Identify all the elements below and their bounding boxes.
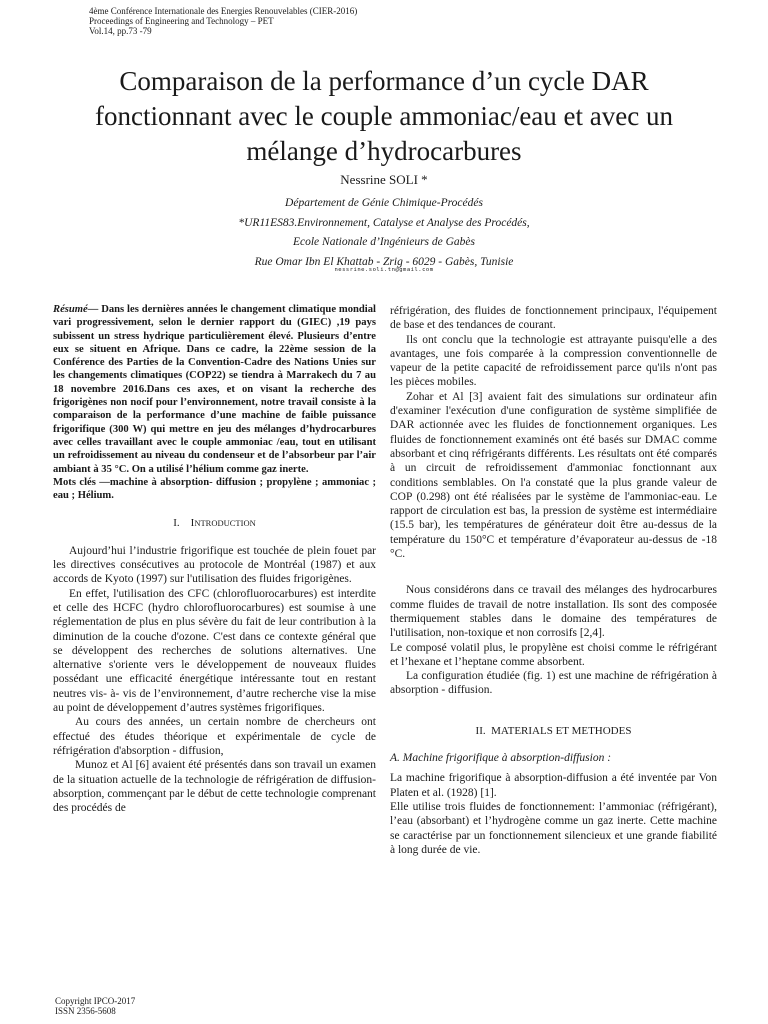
intro-paragraph-4-continued: réfrigération, des fluides de fonctionnement principaux, l'équipement de base et des tendances de courant. — [390, 305, 717, 332]
intro-paragraph-9: La configuration étudiée (fig. 1) est une machine de réfrigération à absorption - diffusion. — [390, 670, 717, 697]
methods-paragraph-2: Elle utilise trois fluides de fonctionnement: l’ammoniac (réfrigérant), l’eau (absorbant) et l’hydrogène comme un gaz inerte. Cette machine se caractérise par un fonctionnement silencieux et une grande fiabilité à long durée de vie. — [390, 800, 717, 856]
affiliation-unit: *UR11ES83.Environnement, Catalyse et Analyse des Procédés, — [238, 216, 530, 229]
section-heading-introduction: I. INTRODUCTION — [173, 517, 256, 530]
title-line-2: fonctionnant avec le couple ammoniac/eau et avec un — [95, 101, 673, 131]
abstract — [53, 303, 376, 476]
section-heading-methods: II. MATERIALS ET METHODES — [475, 724, 632, 737]
footer-copyright: Copyright IPCO-2017 — [55, 996, 136, 1006]
header-proceedings: Proceedings of Engineering and Technology – PET — [89, 16, 274, 26]
abstract-label: Résumé— — [53, 304, 99, 315]
author-affiliation — [0, 194, 768, 272]
intro-paragraph-3: Au cours des années, un certain nombre de chercheurs ont effectué des études théorique et expérimentale de cycle de réfrigération d'absorption - diffusion, — [53, 716, 376, 757]
paper-title — [20, 64, 748, 169]
left-column — [53, 303, 376, 815]
footer-issn: ISSN 2356-5608 — [55, 1006, 116, 1016]
subsection-heading-a: A. Machine frigorifique à absorption-diffusion : — [390, 752, 612, 765]
affiliation-school: Ecole Nationale d’Ingénieurs de Gabès — [292, 236, 476, 248]
intro-paragraph-4: Munoz et Al [6] avaient été présentés dans son travail un examen de la situation actuelle de la technologie de réfrigération de diffusion-absorption, commençant par le début de cette technologie comprenant des procédés de — [53, 759, 376, 815]
abstract-text: Dans les dernières années le changement climatique mondial vari progressivement, selon le dernier rapport du (GIEC) ,19 pays subissent un stress hydrique particulièrement élevé. Plusieurs d’entre eux se situent en Afrique. Dans ce cadre, la 22ème session de la Conférence des Parties de la Convention-Cadre des Nations Unies sur les changements climatiques (COP22) se tiendra à Marrakech du 7 au 18 novembre 2016.Dans ces axes, et on visant la recherche des frigorigènes non nocif pour l’environnement, notre travail consiste à la comparaison de la performance d’une machine de faible puissance frigorifique (300 W) qui mettre en jeu des mélanges d’hydrocarbures avec celles travaillant avec le couple ammoniac /eau, tout en utilisant un refroidissement au niveau du condenseur et de l’absorbeur par l’air ambiant à 35 °C. On a utilisé l’hélium comme gaz inerte. — [53, 304, 376, 475]
copyright-footer — [55, 996, 135, 1016]
methods-paragraph-1: La machine frigorifique à absorption-diffusion a été inventée par Von Platen et al. (1928) [1]. — [390, 772, 717, 799]
intro-paragraph-1: Aujourd’hui l’industrie frigorifique est touchée de plein fouet par les directives consécutives au protocole de Montréal (1987) et aux accords de Kyoto (1997) sur l'utilisation des fluides frigorigènes. — [53, 544, 376, 586]
conference-header — [89, 6, 357, 36]
intro-paragraph-5: Ils ont conclu que la technologie est attrayante puisqu'elle a des avantages, une fois comparée à la compression conventionnelle de vapeur de la petite capacité de refroidissement parce qu'ils n'ont pas les pièces mobiles. — [390, 333, 717, 389]
intro-paragraph-8: Le composé volatil plus, le propylène est choisi comme le réfrigérant et l’hexane et l’heptane comme absorbent. — [390, 641, 717, 668]
intro-paragraph-6: Zohar et Al [3] avaient fait des simulations sur ordinateur afin d'examiner l'exécution d'une configuration de système simplifiée de DAR actionnée avec les fluides de fonctionnement organiques. Les fluides de fonctionnement examinés ont été basés sur DMAC comme absorbant et cinq réfrigérants différents. Les résultats ont été comparés à un circuit de refroidissement d'ammoniac fonctionnant aux conditions semblables. On l'a constaté que la plus grande valeur de COP (0.298) ont été réalisées par le système de l'ammoniac-eau. Le rapport de circulation est bas, la pression de système est intermédiaire (15.5 bar), les températures de générateur doit être au-dessus de la température du 150°C et température d’évaporateur au-dessus de -18 °C. — [390, 390, 717, 561]
header-volume: Vol.14, pp.73 -79 — [89, 26, 152, 36]
author-email: nessrine.soli.tn@gmail.com — [334, 267, 434, 273]
title-line-3: mélange d’hydrocarbures — [246, 136, 522, 166]
header-conference-name: 4ème Conférence Internationale des Energies Renouvelables (CIER-2016) — [89, 6, 358, 16]
affiliation-address: Rue Omar Ibn El Khattab - Zrig - 6029 - Gabès, Tunisie — [254, 255, 514, 268]
affiliation-department: Département de Génie Chimique-Procédés — [285, 197, 483, 209]
author-name: Nessrine SOLI * — [340, 172, 428, 187]
intro-paragraph-2: En effet, l'utilisation des CFC (chlorofluorocarbures) est interdite et celle des HCFC (hydro chlorofluorocarbures) est soumise à une réglementation de plus en plus sévère du fait de leur contribution à la diminution de la couche d'ozone. C'est dans ce contexte général que se développent des recherches de solutions alternatives. Une alternative s'oriente vers le développement de nouveaux fluides possédant une efficacité énergétique intéressante tout en restant neutres vis- à- vis de l’environnement, d’autre recherche vise la mise au point de développement d’autres systèmes frigorifiques. — [53, 587, 376, 715]
right-column — [390, 304, 717, 857]
intro-paragraph-7: Nous considérons dans ce travail des mélanges des hydrocarbures comme fluides de travail de notre installation. Ils sont des composée thermiquement stables dans le domaine des températures de l'utilisation, non-toxique et non corrosifs [2,4]. — [390, 584, 717, 640]
keywords: Mots clés —machine à absorption- diffusion ; propylène ; ammoniac ; eau ; Hélium. — [53, 476, 376, 502]
title-line-1: Comparaison de la performance d’un cycle DAR — [119, 66, 649, 96]
